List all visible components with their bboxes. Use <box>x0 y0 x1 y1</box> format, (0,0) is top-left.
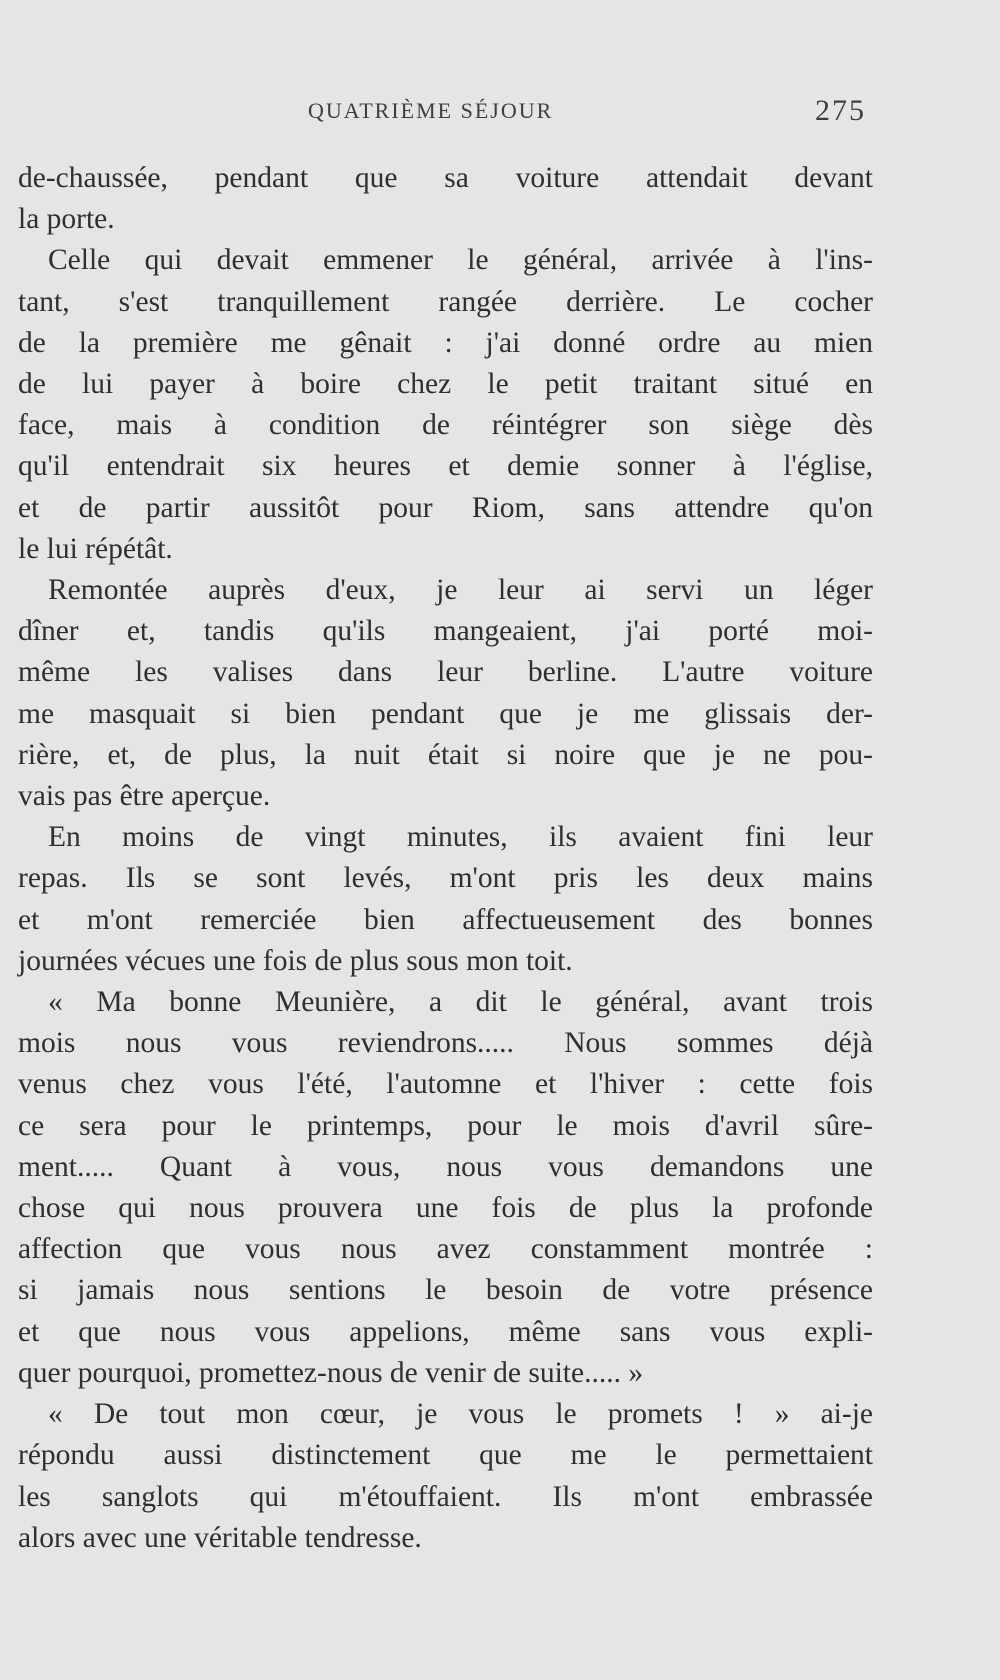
text-line: journées vécues une fois de plus sous mon toit. <box>18 944 573 977</box>
text-line: quer pourquoi, promettez-nous de venir de suite..... » <box>18 1356 644 1389</box>
text-line: face, mais à condition de réintégrer son siège dès <box>18 409 873 442</box>
text-line: et que nous vous appelions, même sans vous expli- <box>18 1315 873 1348</box>
text-line: le lui répétât. <box>18 532 173 565</box>
text-line: affection que vous nous avez constamment montrée : <box>18 1233 873 1266</box>
text-line: En moins de vingt minutes, ils avaient fini leur <box>48 821 873 854</box>
text-line: « Ma bonne Meunière, a dit le général, avant trois <box>48 986 873 1019</box>
paragraph-carriage <box>18 240 873 570</box>
text-line: ment..... Quant à vous, nous vous demandons une <box>18 1150 873 1183</box>
text-line: me masquait si bien pendant que je me glissais der- <box>18 697 873 730</box>
text-line: répondu aussi distinctement que me le permettaient <box>18 1439 873 1472</box>
page-header <box>0 94 1000 130</box>
body-text <box>18 158 873 1559</box>
page-number: 275 <box>815 94 866 127</box>
text-line: rière, et, de plus, la nuit était si noire que je ne pou- <box>18 738 873 771</box>
text-line: « De tout mon cœur, je vous le promets ! » ai-je <box>48 1398 873 1431</box>
text-line: tant, s'est tranquillement rangée derrière. Le cocher <box>18 285 873 318</box>
paragraph-dinner <box>18 570 873 817</box>
text-line: et m'ont remerciée bien affectueusement des bonnes <box>18 903 873 936</box>
paragraph-general-speech <box>18 982 873 1394</box>
text-line: chose qui nous prouvera une fois de plus la profonde <box>18 1192 873 1225</box>
text-line: venus chez vous l'été, l'automne et l'hiver : cette fois <box>18 1068 873 1101</box>
running-head: QUATRIÈME SÉJOUR <box>308 98 554 123</box>
text-line: alors avec une véritable tendresse. <box>18 1521 422 1554</box>
text-line: de lui payer à boire chez le petit traitant situé en <box>18 368 873 401</box>
text-line: Celle qui devait emmener le général, arrivée à l'ins- <box>48 244 873 277</box>
paragraph-continuation <box>18 158 873 240</box>
text-line: même les valises dans leur berline. L'autre voiture <box>18 656 873 689</box>
paragraph-departure <box>18 817 873 982</box>
text-line: Remontée auprès d'eux, je leur ai servi un léger <box>48 574 873 607</box>
text-line: dîner et, tandis qu'ils mangeaient, j'ai porté moi- <box>18 615 873 648</box>
text-line: mois nous vous reviendrons..... Nous sommes déjà <box>18 1027 873 1060</box>
text-line: repas. Ils se sont levés, m'ont pris les deux mains <box>18 862 873 895</box>
text-line: la porte. <box>18 203 115 236</box>
paragraph-reply <box>18 1394 873 1559</box>
text-line: de-chaussée, pendant que sa voiture attendait devant <box>18 162 873 194</box>
text-line: les sanglots qui m'étouffaient. Ils m'ont embrassée <box>18 1480 873 1513</box>
text-line: si jamais nous sentions le besoin de votre présence <box>18 1274 873 1307</box>
text-line: de la première me gênait : j'ai donné ordre au mien <box>18 326 873 359</box>
text-line: ce sera pour le printemps, pour le mois d'avril sûre- <box>18 1109 873 1142</box>
text-line: et de partir aussitôt pour Riom, sans attendre qu'on <box>18 491 873 524</box>
text-line: qu'il entendrait six heures et demie sonner à l'église, <box>18 450 873 483</box>
text-line: vais pas être aperçue. <box>18 780 271 813</box>
